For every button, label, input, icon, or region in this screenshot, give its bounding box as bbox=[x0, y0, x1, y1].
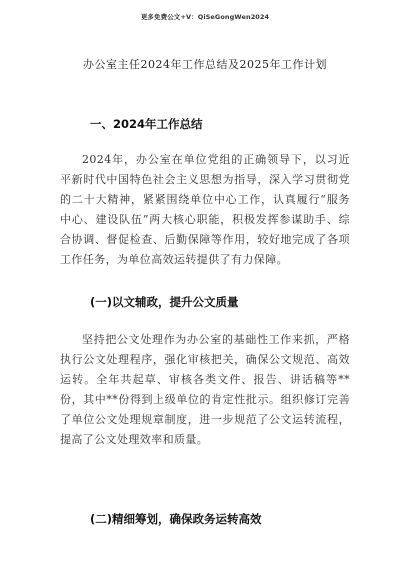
section-intro-paragraph: 2024年，办公室在单位党组的正确领导下，以习近平新时代中国特色社会主义思想为指导，深入学习贯彻党的二十大精神，紧紧围绕单位中心工作，认真履行“服务中心、建设队伍”两大核心职能，积极发挥参谋助手、综合协调、督促检查、后勤保障等作用，较好地完成了各项工作任务，为单位高效运转提供了有力保障。 bbox=[60, 153, 350, 266]
section-heading-2024-summary: 一、2024年工作总结 bbox=[90, 117, 203, 131]
subsection-heading-government-affairs: (二)精细筹划，确保政务运转高效 bbox=[90, 512, 262, 526]
document-title: 办公室主任2024年工作总结及2025年工作计划 bbox=[83, 58, 327, 71]
header-watermark-text: 更多免费公文+V：QiSeGongWen2024 bbox=[140, 13, 270, 21]
subsection-body-document-quality: 坚持把公文处理作为办公室的基础性工作来抓，严格执行公文处理程序，强化审核把关，确保公文规范、高效运转。全年共起草、审核各类文件、报告、讲话稿等**份，其中**份得到上级单位的肯定性批示。组织修订完善了单位公文处理规章制度，进一步规范了公文运转流程，提高了公文处理效率和质量。 bbox=[60, 333, 350, 446]
subsection-heading-document-quality: (一)以文辅政，提升公文质量 bbox=[90, 295, 239, 309]
